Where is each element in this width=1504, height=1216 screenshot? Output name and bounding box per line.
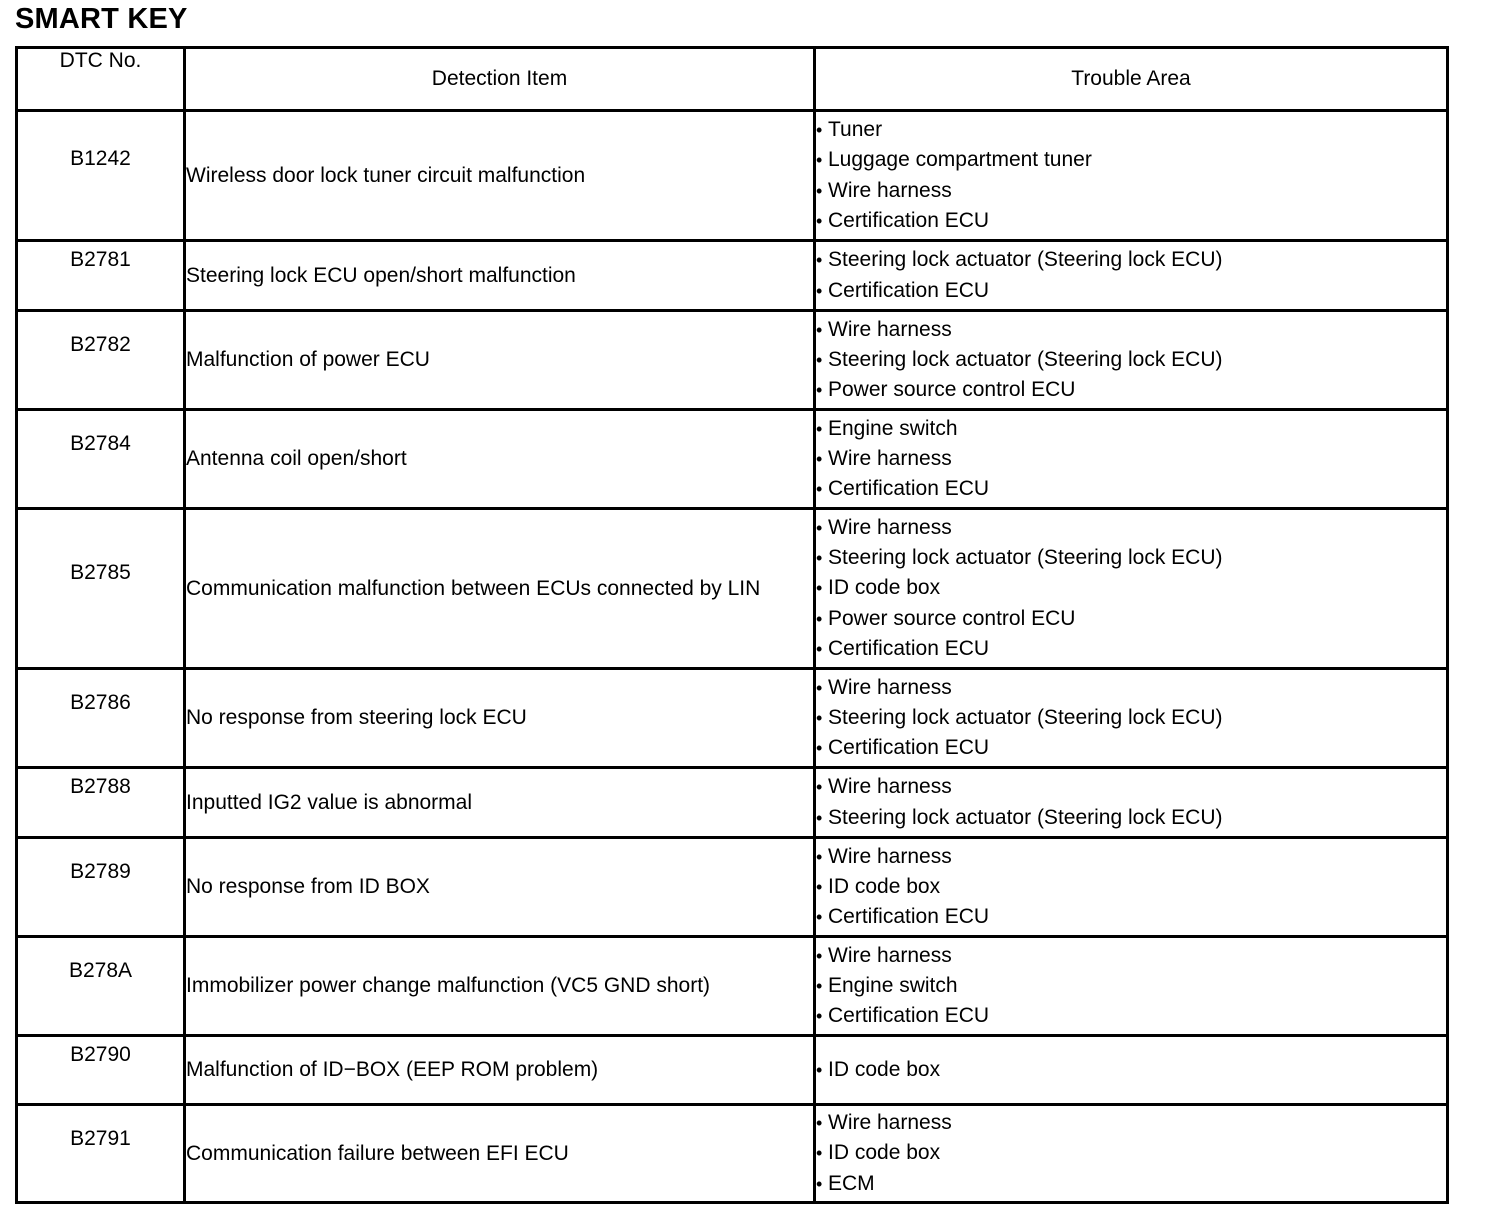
list-item: • Engine switch <box>816 971 1446 1001</box>
trouble-area-list <box>816 115 1446 236</box>
detection-item: Communication malfunction between ECUs connected by LIN <box>185 509 815 669</box>
table-row <box>17 311 1448 410</box>
trouble-area-list <box>816 842 1446 933</box>
trouble-area-cell <box>815 410 1448 509</box>
list-item: • Certification ECU <box>816 634 1446 664</box>
dtc-code: B2785 <box>70 561 131 584</box>
trouble-area-list <box>816 1108 1446 1199</box>
dtc-code-cell <box>17 838 185 937</box>
trouble-area-list <box>816 513 1446 664</box>
dtc-code-cell <box>17 669 185 768</box>
detection-item: Inputted IG2 value is abnormal <box>185 768 815 838</box>
list-item: • ID code box <box>816 1055 1446 1085</box>
detection-item: Immobilizer power change malfunction (VC5 GND short) <box>185 937 815 1036</box>
list-item: • ID code box <box>816 1138 1446 1168</box>
list-item: • Luggage compartment tuner <box>816 145 1446 175</box>
trouble-area-cell <box>815 241 1448 311</box>
dtc-code-cell <box>17 1036 185 1105</box>
trouble-area-list <box>816 414 1446 505</box>
dtc-code-cell <box>17 311 185 410</box>
list-item: • Power source control ECU <box>816 604 1446 634</box>
table-row <box>17 838 1448 937</box>
list-item: • Steering lock actuator (Steering lock ECU) <box>816 345 1446 375</box>
list-item: • Wire harness <box>816 673 1446 703</box>
list-item: • Certification ECU <box>816 474 1446 504</box>
column-header-detection-item: Detection Item <box>185 48 815 111</box>
detection-item: Steering lock ECU open/short malfunction <box>185 241 815 311</box>
list-item: • Power source control ECU <box>816 375 1446 405</box>
trouble-area-list <box>816 772 1446 833</box>
dtc-code-cell <box>17 410 185 509</box>
trouble-area-cell <box>815 1036 1448 1105</box>
dtc-code: B1242 <box>70 147 131 170</box>
table-header-row <box>17 48 1448 111</box>
table-row <box>17 1036 1448 1105</box>
list-item: • Steering lock actuator (Steering lock ECU) <box>816 703 1446 733</box>
list-item: • Certification ECU <box>816 733 1446 763</box>
list-item: • ECM <box>816 1169 1446 1199</box>
dtc-code: B2784 <box>70 432 131 455</box>
list-item: • Wire harness <box>816 1108 1446 1138</box>
dtc-code: B278A <box>68 959 133 982</box>
trouble-area-cell <box>815 111 1448 241</box>
list-item: • Steering lock actuator (Steering lock ECU) <box>816 245 1446 275</box>
list-item: • Wire harness <box>816 315 1446 345</box>
list-item: • Steering lock actuator (Steering lock ECU) <box>816 803 1446 833</box>
dtc-code-cell <box>17 241 185 311</box>
list-item: • Wire harness <box>816 444 1446 474</box>
list-item: • Wire harness <box>816 941 1446 971</box>
dtc-code-cell <box>17 768 185 838</box>
list-item: • Certification ECU <box>816 206 1446 236</box>
list-item: • Certification ECU <box>816 1001 1446 1031</box>
detection-item: Wireless door lock tuner circuit malfunction <box>185 111 815 241</box>
list-item: • ID code box <box>816 872 1446 902</box>
list-item: • ID code box <box>816 573 1446 603</box>
trouble-area-cell <box>815 1105 1448 1203</box>
list-item: • Certification ECU <box>816 276 1446 306</box>
trouble-area-list <box>816 941 1446 1032</box>
table-row <box>17 669 1448 768</box>
detection-item: No response from steering lock ECU <box>185 669 815 768</box>
trouble-area-cell <box>815 311 1448 410</box>
dtc-code: B2790 <box>70 1043 131 1066</box>
list-item: • Certification ECU <box>816 902 1446 932</box>
table-row <box>17 937 1448 1036</box>
list-item: • Tuner <box>816 115 1446 145</box>
page-title: SMART KEY <box>15 3 188 35</box>
trouble-area-cell <box>815 937 1448 1036</box>
table-body <box>17 111 1448 1203</box>
trouble-area-cell <box>815 669 1448 768</box>
dtc-code-cell <box>17 509 185 669</box>
detection-item: Malfunction of power ECU <box>185 311 815 410</box>
dtc-code: B2791 <box>70 1127 131 1150</box>
column-header-trouble-area: Trouble Area <box>815 48 1448 111</box>
column-header-dtc-no: DTC No. <box>17 48 185 111</box>
trouble-area-cell <box>815 838 1448 937</box>
trouble-area-list <box>816 245 1446 306</box>
dtc-table <box>15 46 1449 1204</box>
table-row <box>17 111 1448 241</box>
dtc-code-cell <box>17 111 185 241</box>
table-row <box>17 410 1448 509</box>
list-item: • Wire harness <box>816 513 1446 543</box>
list-item: • Wire harness <box>816 772 1446 802</box>
dtc-code: B2789 <box>70 860 131 883</box>
dtc-code-cell <box>17 937 185 1036</box>
table-row <box>17 768 1448 838</box>
trouble-area-list <box>816 673 1446 764</box>
trouble-area-list <box>816 315 1446 406</box>
trouble-area-list <box>816 1055 1446 1085</box>
detection-item: Communication failure between EFI ECU <box>185 1105 815 1203</box>
list-item: • Wire harness <box>816 176 1446 206</box>
trouble-area-cell <box>815 509 1448 669</box>
detection-item: No response from ID BOX <box>185 838 815 937</box>
table-row <box>17 509 1448 669</box>
list-item: • Engine switch <box>816 414 1446 444</box>
detection-item: Malfunction of ID−BOX (EEP ROM problem) <box>185 1036 815 1105</box>
dtc-code: B2786 <box>70 691 131 714</box>
dtc-code-cell <box>17 1105 185 1203</box>
dtc-code: B2788 <box>70 775 131 798</box>
trouble-area-cell <box>815 768 1448 838</box>
dtc-code: B2781 <box>70 248 131 271</box>
list-item: • Steering lock actuator (Steering lock ECU) <box>816 543 1446 573</box>
dtc-code: B2782 <box>70 333 131 356</box>
table-row <box>17 1105 1448 1203</box>
detection-item: Antenna coil open/short <box>185 410 815 509</box>
list-item: • Wire harness <box>816 842 1446 872</box>
table-row <box>17 241 1448 311</box>
